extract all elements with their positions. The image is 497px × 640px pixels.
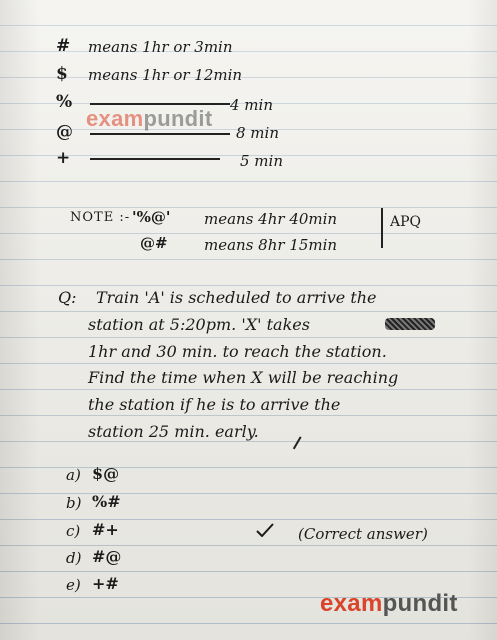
- option-c-label: c): [66, 522, 81, 540]
- watermark-bottom-part2: pundit: [382, 590, 458, 617]
- checkmark-icon: [256, 523, 274, 537]
- note-text-1: means 4hr 40min: [204, 210, 338, 228]
- option-b-label: b): [66, 494, 82, 512]
- question-line-4: Find the time when X will be reaching: [88, 368, 399, 387]
- note-prefix: NOTE :-: [70, 210, 131, 225]
- question-line-3: 1hr and 30 min. to reach the station.: [88, 342, 387, 361]
- legend-symbol-at: @: [56, 122, 73, 142]
- legend-value-percent: 4 min: [230, 96, 273, 114]
- watermark-top-part1: exam: [86, 106, 144, 131]
- legend-dash-percent: [90, 103, 230, 105]
- legend-symbol-plus: +: [56, 148, 71, 168]
- legend-dash-at: [90, 133, 230, 135]
- legend-value-at: 8 min: [236, 124, 279, 142]
- legend-symbol-dollar: $: [56, 64, 68, 84]
- legend-dash-plus: [90, 158, 220, 160]
- scribbled-out-text: [385, 318, 435, 330]
- option-a-value: $@: [92, 464, 120, 483]
- legend-symbol-hash: #: [56, 36, 71, 56]
- note-code-2: @#: [140, 234, 168, 252]
- legend-symbol-percent: %: [56, 92, 73, 112]
- note-tag: APQ: [390, 214, 422, 230]
- question-line-5: the station if he is to arrive the: [88, 395, 341, 414]
- option-b-value: %#: [92, 492, 121, 511]
- option-c-value: #+: [92, 520, 119, 539]
- note-code-1: '%@': [132, 208, 171, 226]
- option-a-label: a): [66, 466, 81, 484]
- page-shadow-right: [467, 0, 497, 640]
- note-text-2: means 8hr 15min: [204, 236, 338, 254]
- page-shadow-left: [0, 0, 40, 640]
- question-line-2: station at 5:20pm. 'X' takes: [88, 315, 310, 334]
- question-label: Q:: [58, 288, 77, 307]
- watermark-bottom: [320, 590, 458, 618]
- option-d-label: d): [66, 549, 82, 567]
- question-underline-mark: [293, 436, 301, 449]
- watermark-top-part2: pundit: [143, 106, 213, 131]
- legend-text-hash: means 1hr or 3min: [88, 38, 233, 56]
- option-e-label: e): [66, 576, 81, 594]
- question-line-1: Train 'A' is scheduled to arrive the: [96, 288, 377, 307]
- legend-text-dollar: means 1hr or 12min: [88, 66, 243, 84]
- option-d-value: #@: [92, 547, 122, 566]
- legend-value-plus: 5 min: [240, 152, 283, 170]
- watermark-bottom-part1: exam: [320, 590, 383, 617]
- watermark-top: [86, 106, 212, 132]
- correct-answer-note: (Correct answer): [298, 525, 428, 543]
- note-bracket: [381, 208, 387, 248]
- question-line-6: station 25 min. early.: [88, 422, 259, 441]
- option-e-value: +#: [92, 574, 119, 593]
